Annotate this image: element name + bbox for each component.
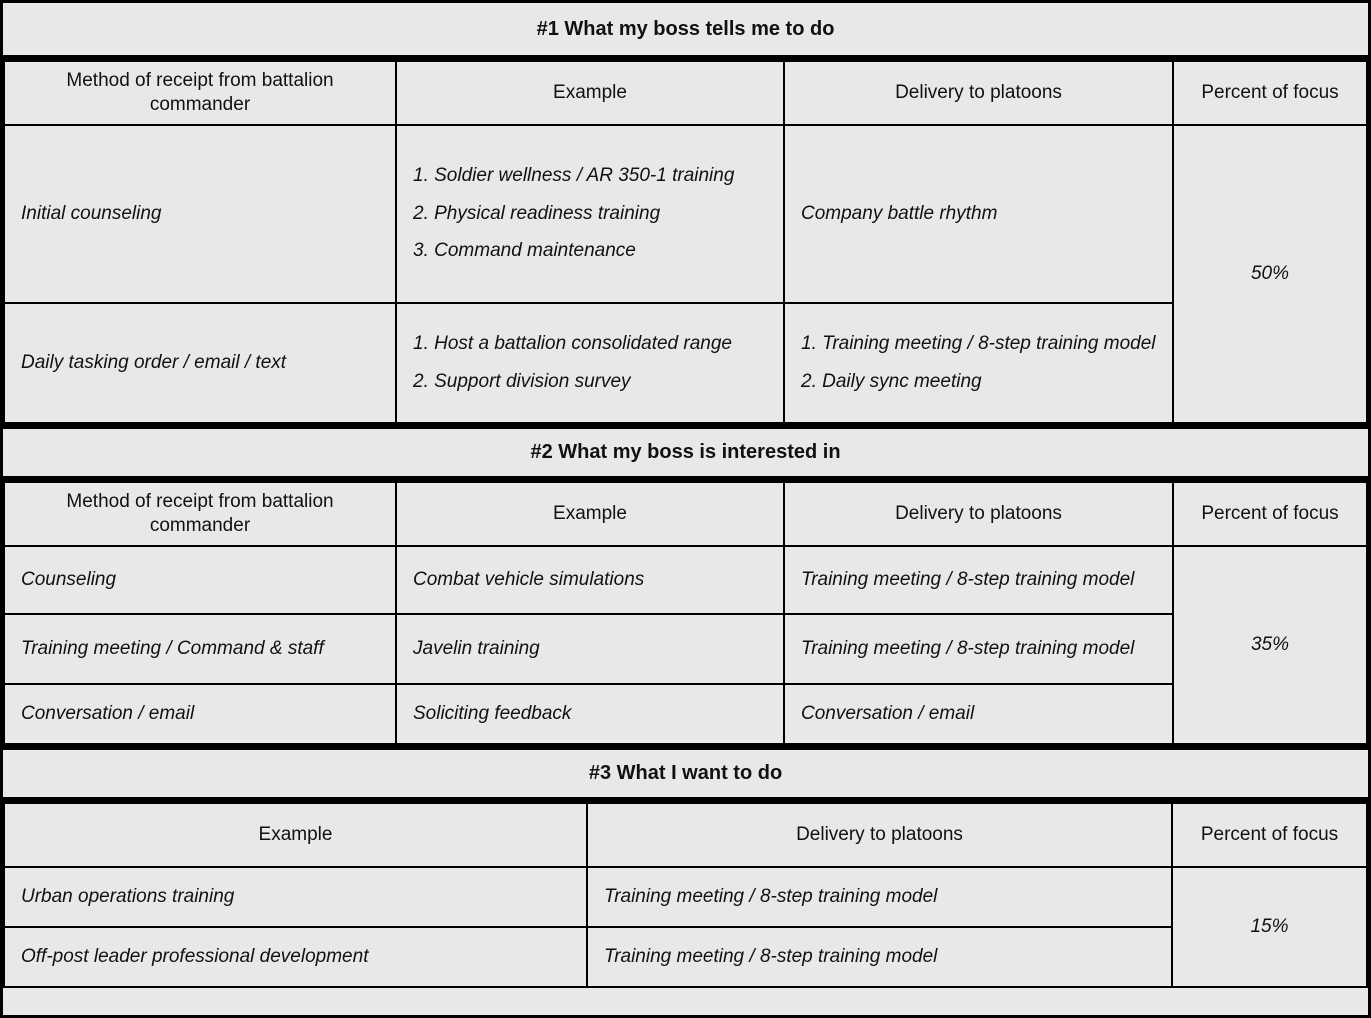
- example-item: 2. Physical readiness training: [413, 202, 661, 224]
- col-header-percent: Percent of focus: [1173, 482, 1367, 546]
- table-row: [4, 927, 1367, 987]
- cell-example: Urban operations training: [4, 867, 587, 927]
- table-row: [4, 614, 1367, 684]
- col-header-percent: Percent of focus: [1172, 803, 1367, 867]
- section-2-header-row: [4, 482, 1367, 546]
- cell-delivery: Training meeting / 8-step training model: [784, 614, 1173, 684]
- cell-method: Counseling: [4, 546, 396, 614]
- example-item: 3. Command maintenance: [413, 240, 636, 262]
- cell-examples: [396, 303, 784, 423]
- delivery-item: 1. Training meeting / 8-step training model: [801, 332, 1156, 354]
- section-3-header-row: [4, 803, 1367, 867]
- col-header-example: Example: [4, 803, 587, 867]
- table-row: [4, 303, 1367, 423]
- table-row: [4, 125, 1367, 303]
- section-1-title: #1 What my boss tells me to do: [3, 3, 1368, 60]
- section-3: [3, 745, 1368, 988]
- section-1-header-row: [4, 61, 1367, 125]
- col-header-example: Example: [396, 482, 784, 546]
- cell-delivery: Training meeting / 8-step training model: [587, 927, 1172, 987]
- cell-example: Javelin training: [396, 614, 784, 684]
- cell-method: Initial counseling: [4, 125, 396, 303]
- delivery-item: 2. Daily sync meeting: [801, 370, 982, 392]
- cell-percent: 35%: [1173, 546, 1367, 744]
- section-2-title: #2 What my boss is interested in: [3, 424, 1368, 481]
- example-item: 1. Host a battalion consolidated range: [413, 332, 732, 354]
- section-1: [3, 3, 1368, 424]
- col-header-delivery: Delivery to platoons: [784, 61, 1173, 125]
- cell-method: Conversation / email: [4, 684, 396, 744]
- col-header-delivery: Delivery to platoons: [587, 803, 1172, 867]
- col-header-percent: Percent of focus: [1173, 61, 1367, 125]
- table-row: [4, 684, 1367, 744]
- section-2-table: [3, 481, 1368, 745]
- table-row: [4, 867, 1367, 927]
- cell-method: Training meeting / Command & staff: [4, 614, 396, 684]
- section-1-table: [3, 60, 1368, 424]
- cell-method: Daily tasking order / email / text: [4, 303, 396, 423]
- cell-delivery: Company battle rhythm: [784, 125, 1173, 303]
- cell-delivery: [784, 303, 1173, 423]
- cell-percent: 50%: [1173, 125, 1367, 423]
- example-item: 2. Support division survey: [413, 370, 631, 392]
- cell-delivery: Training meeting / 8-step training model: [587, 867, 1172, 927]
- table-row: [4, 546, 1367, 614]
- section-3-title: #3 What I want to do: [3, 745, 1368, 802]
- col-header-delivery: Delivery to platoons: [784, 482, 1173, 546]
- cell-example: Soliciting feedback: [396, 684, 784, 744]
- cell-delivery: Conversation / email: [784, 684, 1173, 744]
- cell-percent: 15%: [1172, 867, 1367, 987]
- section-3-table: [3, 802, 1368, 988]
- example-item: 1. Soldier wellness / AR 350-1 training: [413, 164, 735, 186]
- cell-examples: [396, 125, 784, 303]
- col-header-example: Example: [396, 61, 784, 125]
- cell-example: Off-post leader professional development: [4, 927, 587, 987]
- col-header-method: Method of receipt from battalion commander: [4, 482, 396, 546]
- col-header-method: Method of receipt from battalion commander: [4, 61, 396, 125]
- cell-delivery: Training meeting / 8-step training model: [784, 546, 1173, 614]
- cell-example: Combat vehicle simulations: [396, 546, 784, 614]
- section-2: [3, 424, 1368, 745]
